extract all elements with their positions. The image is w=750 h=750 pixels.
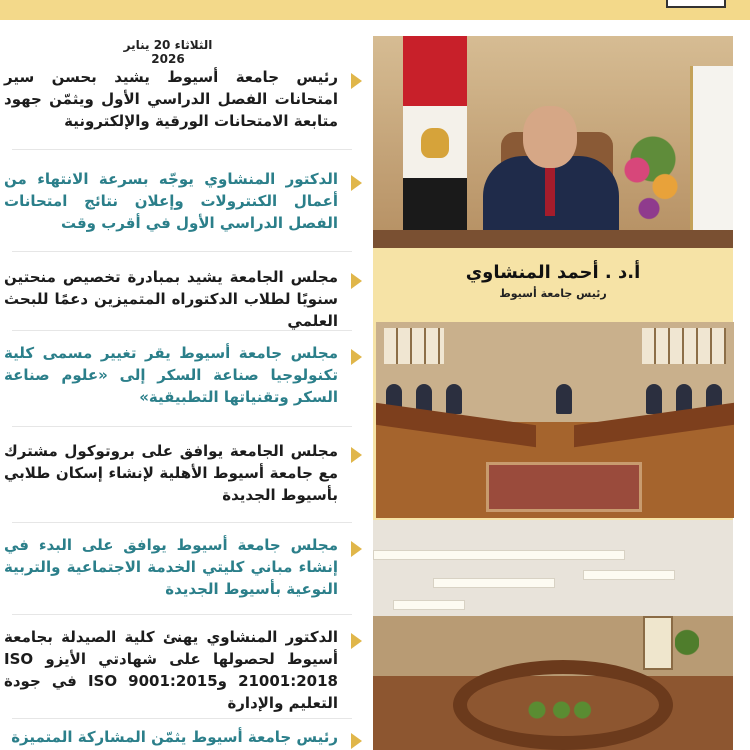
news-item[interactable] [4,726,370,748]
news-item[interactable] [4,342,370,408]
president-name: أ.د . أحمد المنشاوي [465,262,641,283]
news-item[interactable] [4,534,370,600]
divider [12,251,352,252]
plant-icon [675,620,699,676]
triangle-bullet-icon [351,273,362,289]
news-item[interactable] [4,626,370,714]
top-banner [0,0,750,20]
council-meeting-photo [376,322,734,518]
president-photo [373,36,733,248]
divider [12,149,352,150]
council-hall-photo [373,520,733,750]
portrait-frames [642,328,726,364]
wall-frame [643,616,673,670]
news-headline[interactable]: مجلس الجامعة يشيد بمبادرة تخصيص منحتين سنويًا لطلاب الدكتوراه المتميزين دعمًا للبحث العلمي [4,268,338,330]
news-headline[interactable]: الدكتور المنشاوي يهنئ كلية الصيدلة بجامعة أسيوط لحصولها على شهادتي الأيزو ISO 21001:2018 وISO 9001:2015 في جودة التعليم والإدارة [4,628,338,712]
triangle-bullet-icon [351,733,362,749]
triangle-bullet-icon [351,447,362,463]
triangle-bullet-icon [351,73,362,89]
flower-arrangement [613,126,693,236]
issue-date: الثلاثاء 20 يناير 2026 [123,38,213,66]
photo-caption [373,250,733,318]
triangle-bullet-icon [351,175,362,191]
triangle-bullet-icon [351,633,362,649]
divider [12,522,352,523]
news-headline[interactable]: مجلس الجامعة يوافق على بروتوكول مشترك مع جامعة أسيوط الأهلية لإنشاء إسكان طلابي بأسيوط الجديدة [4,442,338,504]
triangle-bullet-icon [351,349,362,365]
news-headline[interactable]: الدكتور المنشاوي يوجّه بسرعة الانتهاء من أعمال الكنترولات وإعلان نتائج امتحانات الفصل الدراسي الأول في أقرب وقت [4,170,338,232]
university-banner [690,66,733,248]
news-headline[interactable]: مجلس جامعة أسيوط يقر تغيير مسمى كلية تكنولوجيا صناعة السكر إلى «علوم صناعة السكر وتقنياتها التطبيقية» [4,344,338,406]
triangle-bullet-icon [351,541,362,557]
eagle-emblem-icon [421,128,449,158]
news-item[interactable] [4,266,370,332]
divider [12,330,352,331]
table-plants [523,698,593,722]
news-item[interactable] [4,168,370,234]
divider [12,614,352,615]
meeting-carpet [486,462,642,512]
news-item[interactable] [4,440,370,506]
header-logo [666,0,726,8]
president-title: رئيس جامعة أسيوط [499,287,607,300]
divider [12,426,352,427]
divider [12,718,352,719]
news-item[interactable] [4,66,370,132]
news-headline[interactable]: رئيس جامعة أسيوط يثمّن المشاركة المتميزة [11,728,338,746]
portrait-frames [384,328,444,364]
news-headline[interactable]: رئيس جامعة أسيوط يشيد بحسن سير امتحانات الفصل الدراسي الأول ويثمّن جهود متابعة الامتحانات الورقية والإلكترونية [4,68,338,130]
news-headline[interactable]: مجلس جامعة أسيوط يوافق على البدء في إنشاء مباني كليتي الخدمة الاجتماعية والتربية النوعية بأسيوط الجديدة [4,536,338,598]
